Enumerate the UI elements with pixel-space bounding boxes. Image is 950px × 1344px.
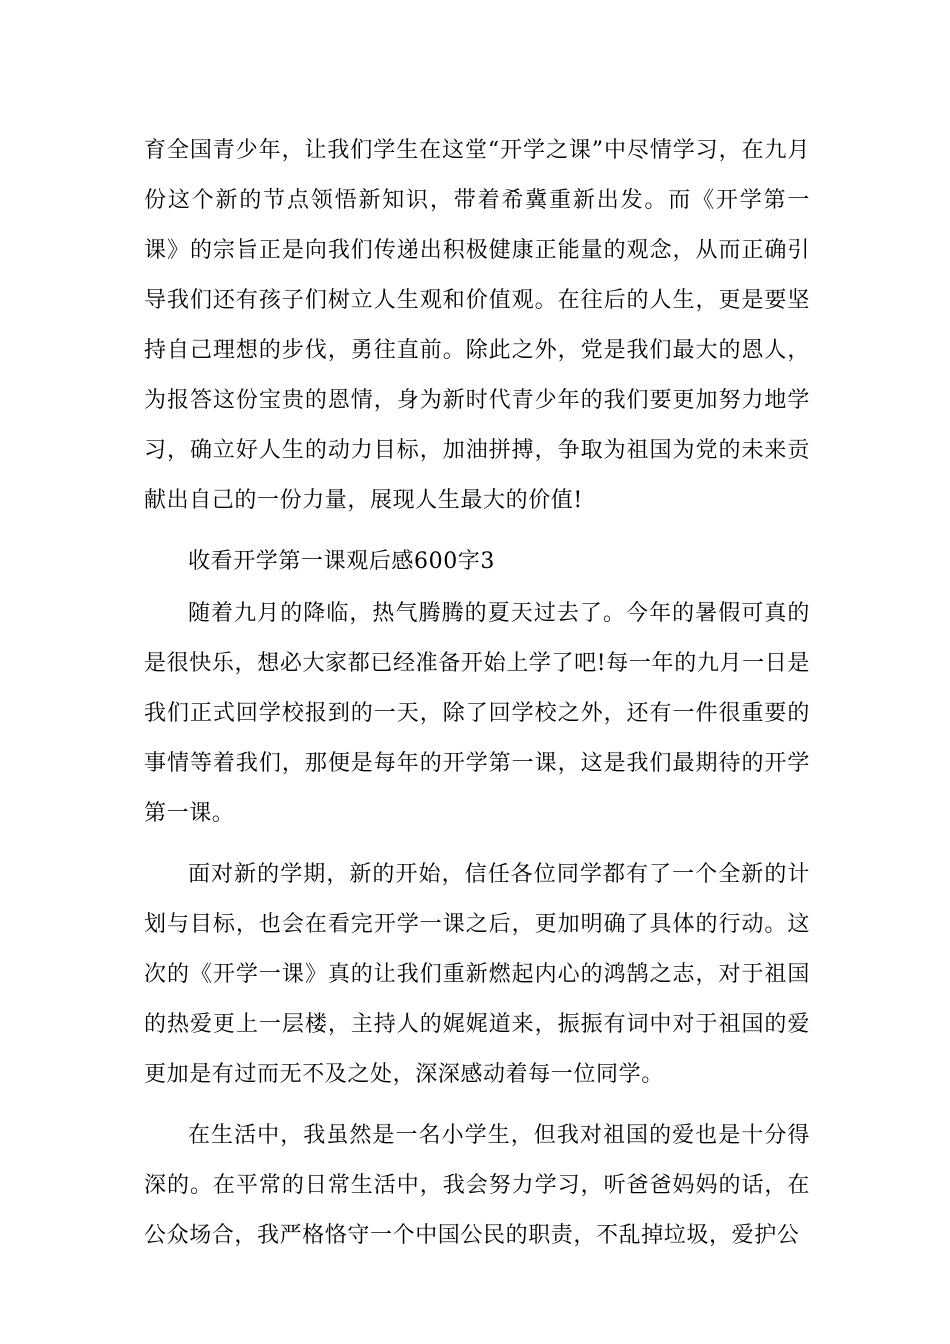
paragraph-september: 随着九月的降临，热气腾腾的夏天过去了。今年的暑假可真的是很快乐，想必大家都已经准备开始上学了吧!每一年的九月一日是我们正式回学校报到的一天，除了回学校之外，还有一件很重要的事情等着我们，那便是每年的开学第一课，这是我们最期待的开学第一课。 (144, 601, 810, 826)
section-heading: 收看开学第一课观后感600字3 (188, 549, 495, 574)
paragraph-new-semester: 面对新的学期，新的开始，信任各位同学都有了一个全新的计划与目标，也会在看完开学一课之后，更加明确了具体的行动。这次的《开学一课》真的让我们重新燃起内心的鸿鹄之志，对于祖国的热爱更上一层楼，主持人的娓娓道来，振振有词中对于祖国的爱更加是有过而无不及之处，深深感动着每一位同学。 (144, 862, 810, 1087)
paragraph-continuation: 育全国青少年，让我们学生在这堂“开学之课”中尽情学习，在九月份这个新的节点领悟新知识，带着希冀重新出发。而《开学第一课》的宗旨正是向我们传递出积极健康正能量的观念，从而正确引导我们还有孩子们树立人生观和价值观。在往后的人生，更是要坚持自己理想的步伐，勇往直前。除此之外，党是我们最大的恩人，为报答这份宝贵的恩情，身为新时代青少年的我们要更加努力地学习，确立好人生的动力目标，加油拼搏，争取为祖国为党的未来贡献出自己的一份力量，展现人生最大的价值! (144, 138, 810, 513)
document-body (144, 126, 810, 1272)
paragraph-daily-life: 在生活中，我虽然是一名小学生，但我对祖国的爱也是十分得深的。在平常的日常生活中，我会努力学习，听爸爸妈妈的话，在公众场合，我严格恪守一个中国公民的职责，不乱掉垃圾，爱护公 (144, 1123, 810, 1248)
